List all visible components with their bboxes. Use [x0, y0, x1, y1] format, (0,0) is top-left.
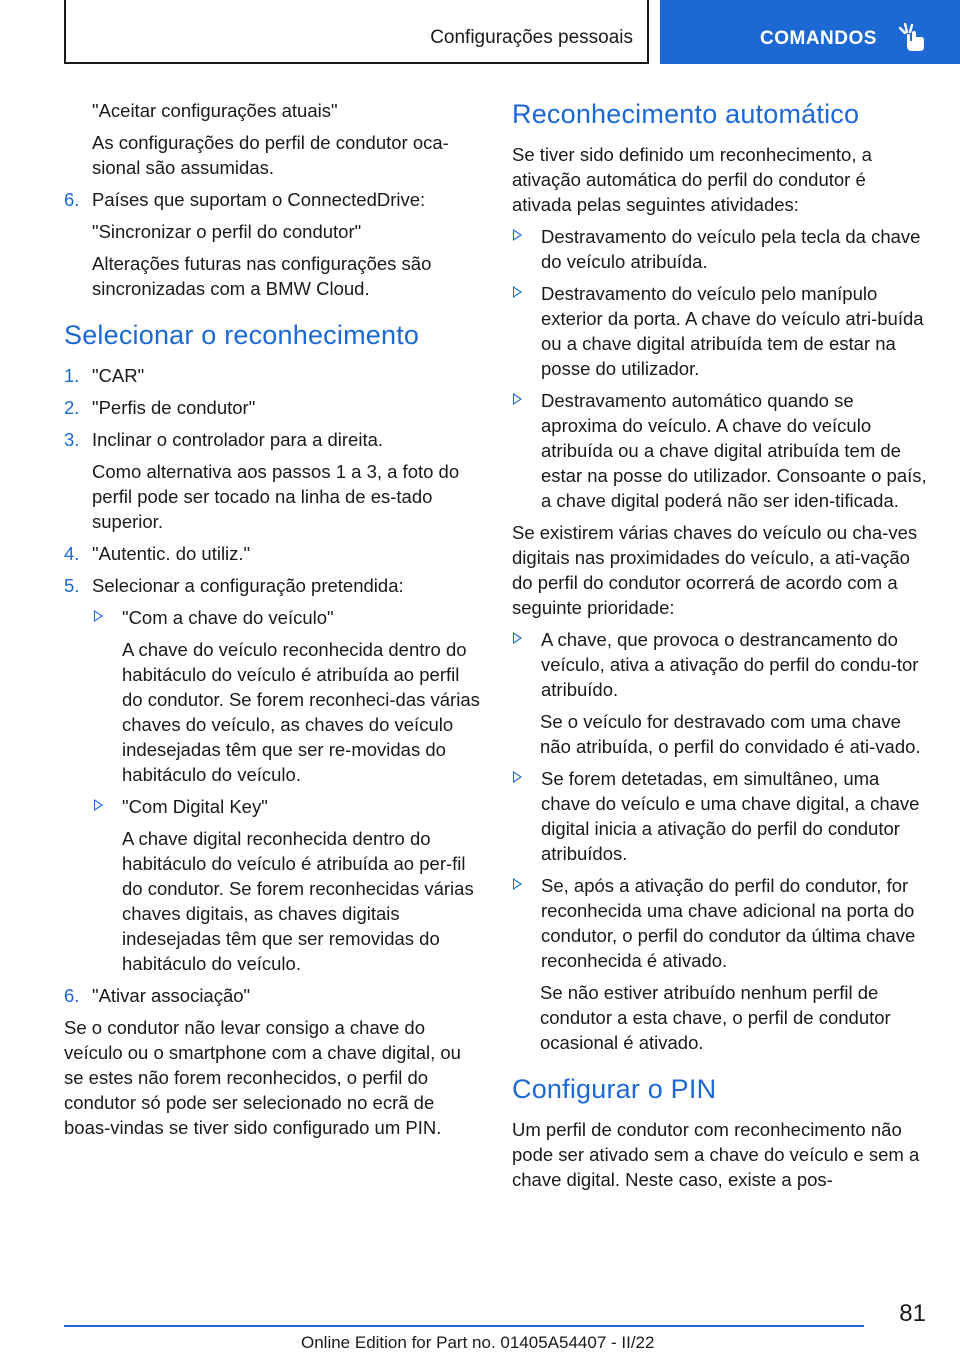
- step-number: 6.: [64, 985, 80, 1006]
- bullet-item: [512, 766, 930, 866]
- heading-select-recognition: Selecionar o reconhecimento: [64, 320, 420, 350]
- section-title: Configurações pessoais: [430, 27, 633, 48]
- footer-edition: Online Edition for Part no. 01405A54407 - II/22: [301, 1333, 655, 1352]
- paragraph: Se não estiver atribuído nenhum perfil de condutor a esta chave, o perfil de condutor ocasional é ativado.: [540, 982, 891, 1053]
- bullet-text: "Com a chave do veículo": [122, 607, 334, 628]
- bullet-text: Se, após a ativação do perfil do condutor, for reconhecida uma chave adicional na porta do condutor, o perfil do condutor da última chave reconhecida é ativado.: [541, 875, 916, 971]
- step-text: "Ativar associação": [92, 985, 251, 1006]
- step-number: 4.: [64, 543, 80, 564]
- numbered-step: [64, 395, 480, 420]
- paragraph: Se tiver sido definido um reconhecimento, a ativação automática do perfil do condutor é ativada pelas seguintes atividades:: [512, 144, 872, 215]
- triangle-bullet-icon: [513, 286, 522, 298]
- hand-pointer-icon: [896, 22, 928, 54]
- header-chapter-box: [660, 0, 960, 64]
- numbered-step: [64, 573, 480, 598]
- step-text: "Autentic. do utiliz.": [92, 543, 251, 564]
- paragraph: A chave digital reconhecida dentro do habitáculo do veículo é atribuída ao per-fil do condutor. Se forem reconhecidas várias chaves digitais, as chaves digitais indesejadas têm que ser removidas do habitáculo do veículo.: [122, 828, 474, 974]
- paragraph: Alterações futuras nas configurações são sincronizadas com a BMW Cloud.: [92, 253, 432, 299]
- triangle-bullet-icon: [94, 799, 103, 811]
- right-column: [512, 98, 930, 1199]
- paragraph: Como alternativa aos passos 1 a 3, a foto do perfil pode ser tocado na linha de es-tado superior.: [92, 461, 460, 532]
- triangle-bullet-icon: [94, 610, 103, 622]
- bullet-item: [512, 873, 930, 973]
- bullet-item: [512, 224, 930, 274]
- step-text: "CAR": [92, 365, 145, 386]
- bullet-text: Destravamento do veículo pela tecla da chave do veículo atribuída.: [541, 226, 921, 272]
- step-text: Selecionar a configuração pretendida:: [92, 575, 404, 596]
- left-column: [64, 98, 480, 1147]
- heading-configure-pin: Configurar o PIN: [512, 1074, 717, 1104]
- step-number: 6.: [64, 189, 80, 210]
- paragraph: A chave do veículo reconhecida dentro do habitáculo do veículo é atribuída ao perfil do condutor. Se forem reconheci-das várias chaves do veículo, as chaves do veículo indesejadas têm que ser re-movidas do habitáculo do veículo.: [122, 639, 480, 785]
- chapter-title: COMANDOS: [760, 28, 877, 49]
- paragraph: Se existirem várias chaves do veículo ou cha-ves digitais nas proximidades do veículo, a ati-vação do perfil do condutor ocorrerá de acordo com a seguinte prioridade:: [512, 522, 918, 618]
- header-section-box: [64, 0, 649, 64]
- step-text: Inclinar o controlador para a direita.: [92, 429, 384, 450]
- step-number: 5.: [64, 575, 80, 596]
- triangle-bullet-icon: [513, 771, 522, 783]
- paragraph: Se o condutor não levar consigo a chave do veículo ou o smartphone com a chave digital, ou se estes não forem reconhecidos, o perfil do condutor só pode ser selecionado no ecrã de boas-vindas se tiver sido configurado um PIN.: [64, 1017, 461, 1138]
- bullet-item: [512, 388, 930, 513]
- page-number: 81: [899, 1300, 926, 1327]
- paragraph: As configurações do perfil de condutor oca-sional são assumidas.: [92, 132, 449, 178]
- step-number: 3.: [64, 429, 80, 450]
- paragraph: "Aceitar configurações atuais": [92, 100, 338, 121]
- bullet-text: A chave, que provoca o destrancamento do veículo, ativa a ativação do perfil do condu-tor atribuído.: [541, 629, 919, 700]
- bullet-text: Destravamento do veículo pelo manípulo exterior da porta. A chave do veículo atri-buída ou a chave digital atribuída tem de estar na posse do utilizador.: [541, 283, 924, 379]
- step-number: 2.: [64, 397, 80, 418]
- numbered-step: [64, 187, 480, 212]
- paragraph: Um perfil de condutor com reconhecimento não pode ser ativado sem a chave do veículo e sem a chave digital. Neste caso, existe a pos-: [512, 1119, 920, 1190]
- paragraph: "Sincronizar o perfil do condutor": [92, 221, 362, 242]
- bullet-item: [64, 605, 480, 630]
- bullet-text: Destravamento automático quando se aproxima do veículo. A chave do veículo atribuída ou a chave digital atribuída tem de estar na posse do utilizador. Consoante o país, a chave digital poderá não ser iden-tificada.: [541, 390, 927, 511]
- bullet-text: "Com Digital Key": [122, 796, 268, 817]
- bullet-item: [64, 794, 480, 819]
- triangle-bullet-icon: [513, 632, 522, 644]
- triangle-bullet-icon: [513, 878, 522, 890]
- step-text: "Perfis de condutor": [92, 397, 256, 418]
- numbered-step: [64, 427, 480, 452]
- triangle-bullet-icon: [513, 229, 522, 241]
- bullet-item: [512, 281, 930, 381]
- triangle-bullet-icon: [513, 393, 522, 405]
- bullet-item: [512, 627, 930, 702]
- footer-divider: [64, 1325, 864, 1327]
- numbered-step: [64, 983, 480, 1008]
- step-number: 1.: [64, 365, 80, 386]
- bullet-text: Se forem detetadas, em simultâneo, uma chave do veículo e uma chave digital, a chave digital inicia a ativação do perfil do condutor atribuídos.: [541, 768, 920, 864]
- heading-automatic-recognition: Reconhecimento automático: [512, 99, 860, 129]
- numbered-step: [64, 541, 480, 566]
- step-text: Países que suportam o ConnectedDrive:: [92, 189, 426, 210]
- paragraph: Se o veículo for destravado com uma chave não atribuída, o perfil do convidado é ati-vado.: [540, 711, 921, 757]
- numbered-step: [64, 363, 480, 388]
